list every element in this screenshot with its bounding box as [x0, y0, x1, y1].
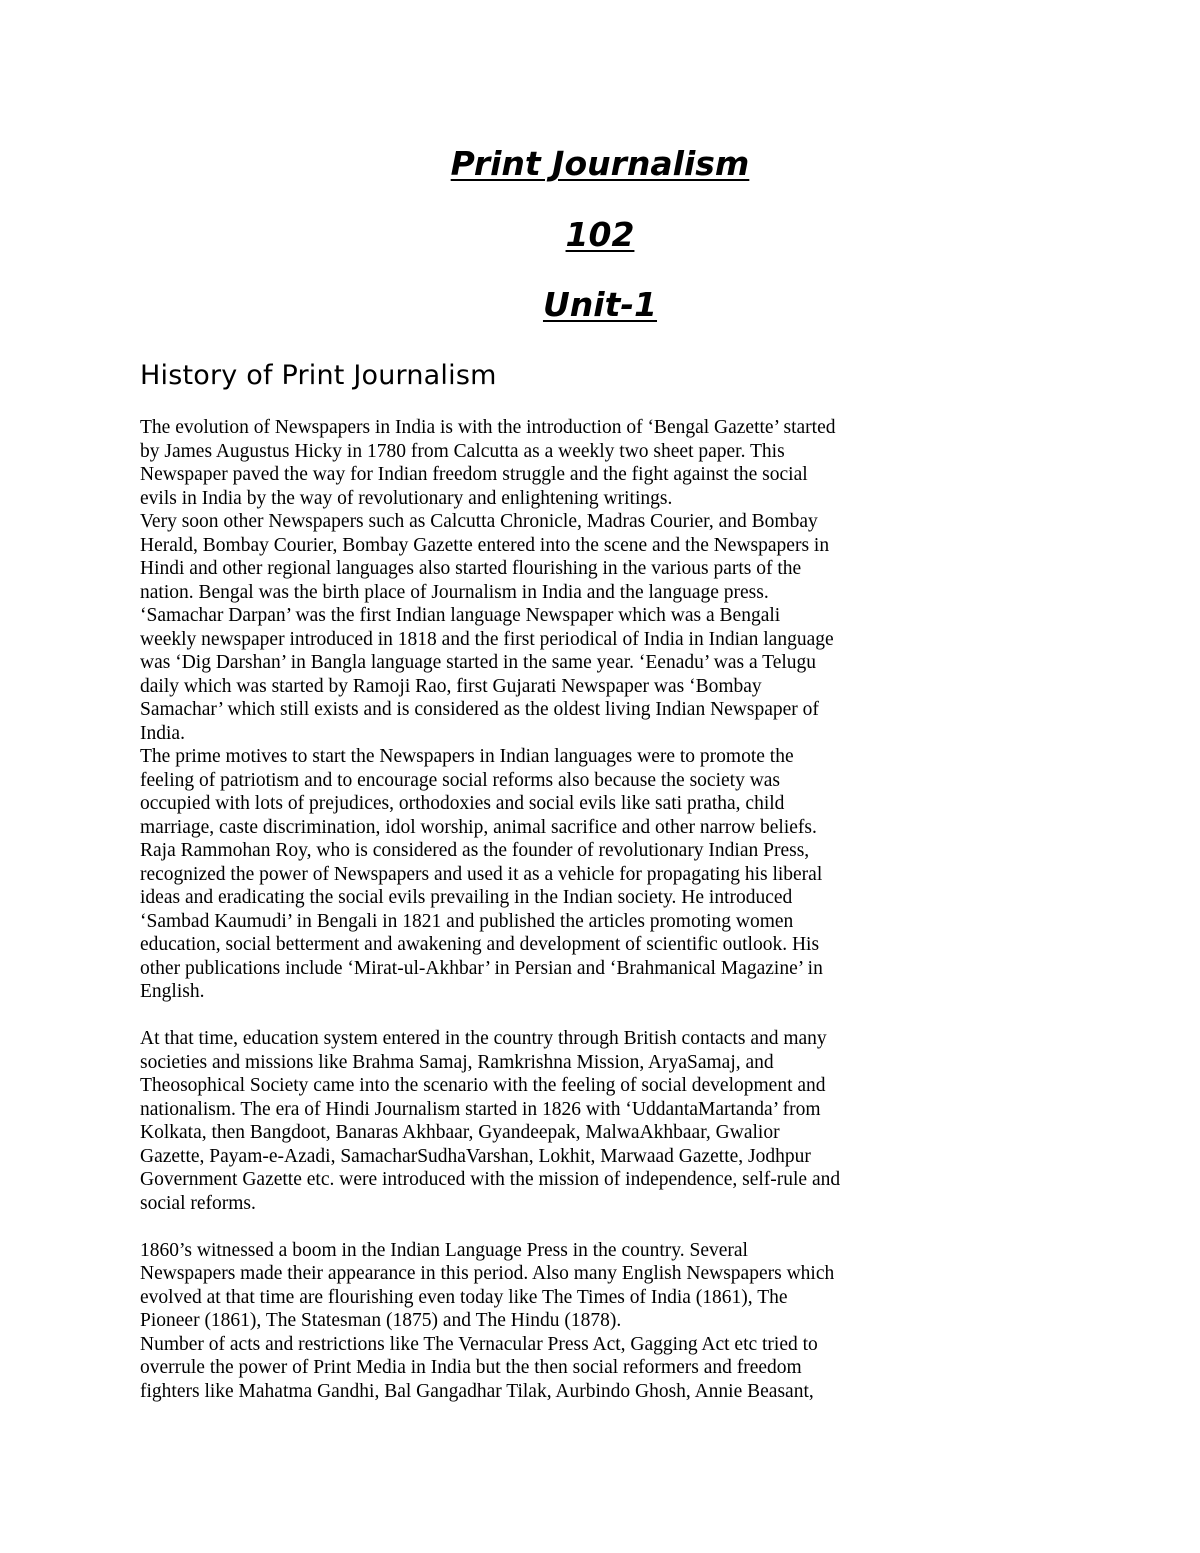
paragraph-spacer: [140, 1215, 1000, 1239]
course-code: 102: [565, 215, 635, 254]
paragraph-press-acts: Number of acts and restrictions like The Vernacular Press Act, Gagging Act etc tried to overrule the power of Print Media in India but the then social reformers and freedom fighters like Mahatma Gandhi, Bal Gangadhar Tilak, Aurbindo Ghosh, Annie Beasant,: [140, 1333, 818, 1402]
document-title: Print Journalism: [450, 144, 750, 183]
section-heading: History of Print Journalism: [140, 360, 497, 391]
unit-label: Unit-1: [542, 285, 658, 324]
paragraph-bengal-gazette: The evolution of Newspapers in India is with the introduction of ‘Bengal Gazette’ started by James Augustus Hicky in 1780 from Calcutta as a weekly two sheet paper. This Newspaper paved the way for Indian freedom struggle and the fight against the social evils in India by the way of revolutionary and enlightening writings.: [140, 417, 836, 509]
paragraph-hindi-journalism: At that time, education system entered in the country through British contacts and many societies and missions like Brahma Samaj, Ramkrishna Mission, AryaSamaj, and Theosophical Society came into the scenario with the feeling of social development and nationalism. The era of Hindi Journalism started in 1826 with ‘UddantaMartanda’ from Kolkata, then Bangdoot, Banaras Akhbaar, Gyandeepak, MalwaAkhbaar, Gwalior Gazette, Payam-e-Azadi, SamacharSudhaVarshan, Lokhit, Marwaad Gazette, Jodhpur Government Gazette etc. were introduced with the mission of independence, self-rule and social reforms.: [140, 1028, 841, 1214]
paragraph-regional-newspapers: Very soon other Newspapers such as Calcutta Chronicle, Madras Courier, and Bombay Herald, Bombay Courier, Bombay Gazette entered into the scene and the Newspapers in Hindi and other regional languages also started flourishing in the various parts of the nation. Bengal was the birth place of Journalism in India and the language press. ‘Samachar Darpan’ was the first Indian language Newspaper which was a Bengali weekly newspaper introduced in 1818 and the first periodical of India in Indian language was ‘Dig Darshan’ in Bangla language started in the same year. ‘Eenadu’ was a Telugu daily which was started by Ramoji Rao, first Gujarati Newspaper was ‘Bombay Samachar’ which still exists and is considered as the oldest living Indian Newspaper of India.: [140, 511, 834, 744]
paragraph-spacer: [140, 1004, 1000, 1028]
body-text: [140, 416, 1000, 1403]
paragraph-1860s-boom: 1860’s witnessed a boom in the Indian Language Press in the country. Several Newspapers made their appearance in this period. Also many English Newspapers which evolved at that time are flourishing even today like The Times of India (1861), The Pioneer (1861), The Statesman (1875) and The Hindu (1878).: [140, 1239, 835, 1331]
paragraph-prime-motives: The prime motives to start the Newspapers in Indian languages were to promote the feeling of patriotism and to encourage social reforms also because the society was occupied with lots of prejudices, orthodoxies and social evils like sati pratha, child marriage, caste discrimination, idol worship, animal sacrifice and other narrow beliefs. Raja Rammohan Roy, who is considered as the founder of revolutionary Indian Press, recognized the power of Newspapers and used it as a vehicle for propagating his liberal ideas and eradicating the social evils prevailing in the Indian society. He introduced ‘Sambad Kaumudi’ in Bengali in 1821 and published the articles promoting women education, social betterment and awakening and development of scientific outlook. His other publications include ‘Mirat-ul-Akhbar’ in Persian and ‘Brahmanical Magazine’ in English.: [140, 746, 823, 1002]
